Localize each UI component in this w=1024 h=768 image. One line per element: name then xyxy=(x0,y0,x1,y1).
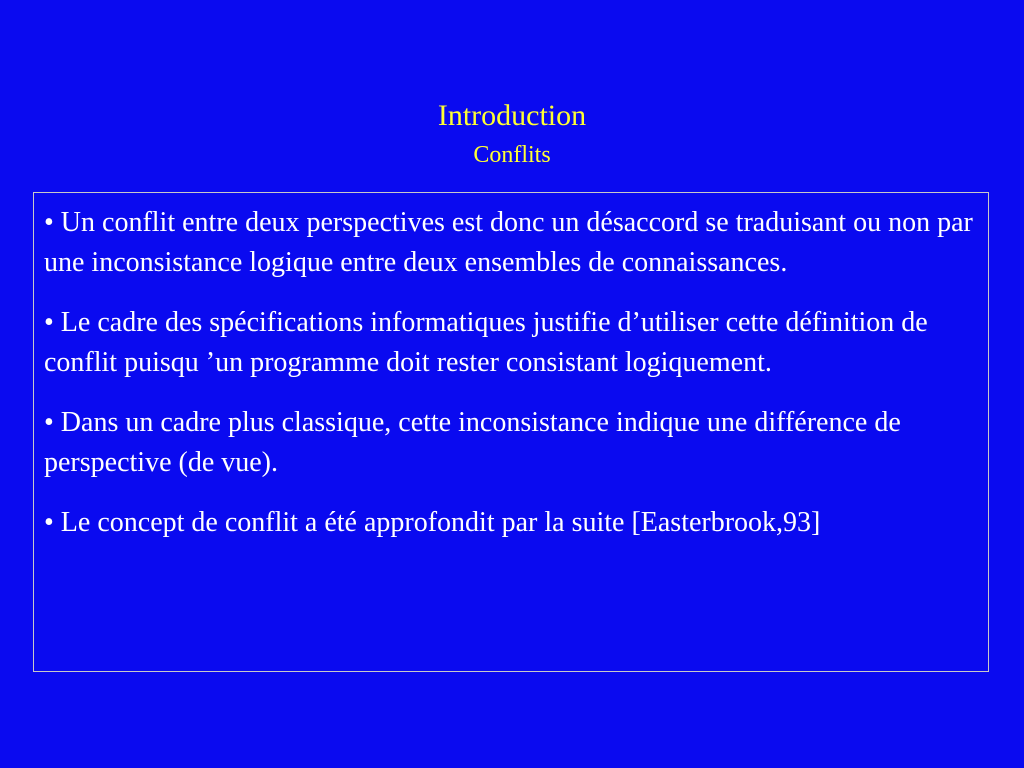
bullet-item: • Le concept de conflit a été approfondit par la suite [Easterbrook,93] xyxy=(44,507,821,538)
slide-subtitle: Conflits xyxy=(473,142,551,168)
slide-title: Introduction xyxy=(437,99,587,132)
content-box xyxy=(33,192,989,672)
bullet-item: • Dans un cadre plus classique, cette inconsistance indique une différence de perspective (de vue). xyxy=(44,407,901,478)
bullet-item: • Un conflit entre deux perspectives est donc un désaccord se traduisant ou non par une inconsistance logique entre deux ensembles de connaissances. xyxy=(44,207,973,278)
bullet-item: • Le cadre des spécifications informatiques justifie d’utiliser cette définition de conflit puisqu ’un programme doit rester consistant logiquement. xyxy=(44,307,928,378)
